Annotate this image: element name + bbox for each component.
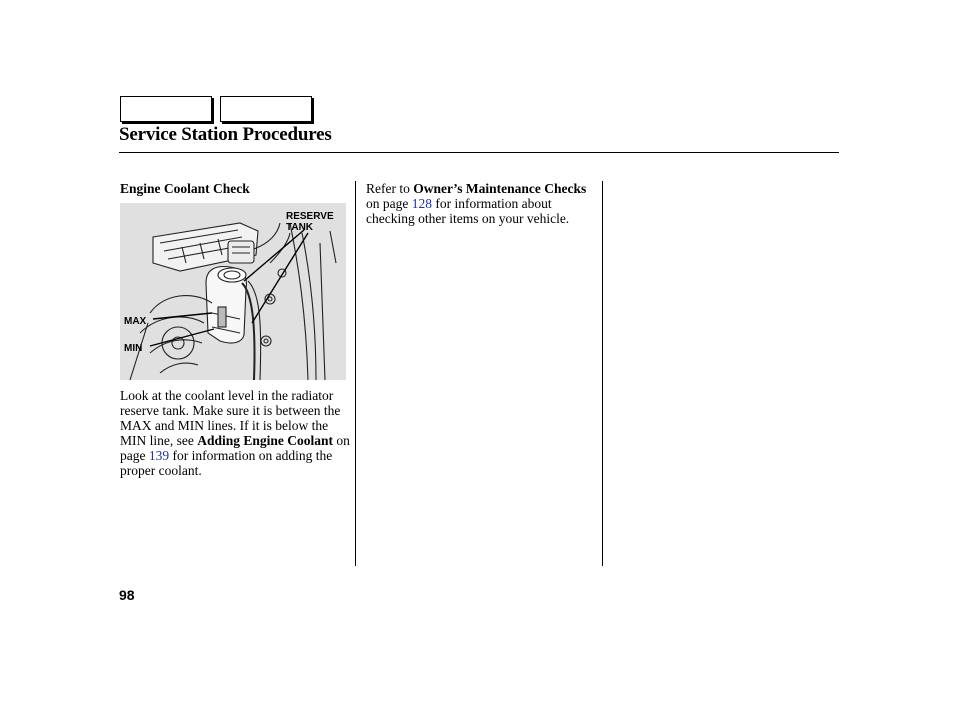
column-divider-2 (602, 181, 603, 566)
page-link-139[interactable]: 139 (148, 448, 170, 463)
text-run: for information about checking other items on your vehicle. (366, 196, 570, 226)
text-run: Look at the coolant level in the radiator reserve tank. Make sure it is between the MAX and MIN lines. If it is below the MIN line, see (120, 388, 341, 448)
coolant-check-paragraph (120, 388, 352, 478)
page-link-128[interactable]: 128 (411, 196, 432, 211)
label-min: MIN (124, 343, 143, 354)
coolant-reserve-tank-illustration (120, 203, 346, 380)
text-run: on page (366, 196, 412, 211)
nav-button-main-menu[interactable] (120, 96, 212, 122)
nav-button-table-of-contents[interactable] (220, 96, 312, 122)
bold-reference: Adding Engine Coolant (197, 433, 334, 448)
section-heading: Engine Coolant Check (120, 181, 250, 196)
page-title: Service Station Procedures (119, 124, 332, 145)
text-run: Refer to (366, 181, 414, 196)
label-tank: TANK (286, 222, 314, 233)
label-max: MAX (124, 316, 147, 327)
column-divider-1 (355, 181, 356, 566)
maintenance-reference-paragraph (366, 181, 598, 226)
text-run: for information on adding the proper coolant. (120, 448, 333, 478)
label-reserve: RESERVE (286, 211, 334, 222)
text-run: on page (120, 433, 350, 463)
title-divider (119, 152, 839, 153)
bold-reference: Owner’s Maintenance Checks (413, 181, 587, 196)
page-number: 98 (119, 587, 135, 603)
